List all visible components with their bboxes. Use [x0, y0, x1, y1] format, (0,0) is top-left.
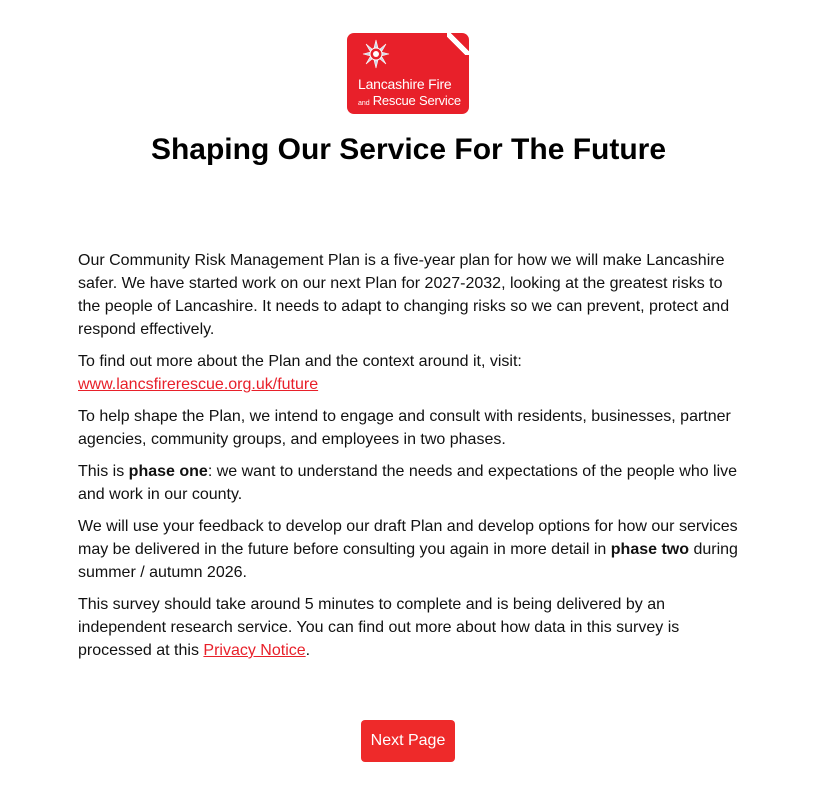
privacy-post: . [305, 642, 311, 659]
intro-paragraph-phase-one [78, 460, 748, 506]
page-title: Shaping Our Service For The Future [150, 133, 667, 166]
logo-text-and: and [358, 100, 370, 107]
phase-one-post: : we want to understand the needs and expectations of the people who live and work in our county. [78, 463, 738, 503]
find-out-more-text: To find out more about the Plan and the context around it, visit: [78, 353, 522, 370]
phase-one-pre: This is [78, 463, 129, 480]
logo-corner-stripe [447, 33, 469, 55]
privacy-notice-link[interactable]: Privacy Notice [203, 642, 306, 659]
intro-content [78, 249, 748, 671]
privacy-pre: This survey should take around 5 minutes to complete and is being delivered by an independent research service. You can find out more about how data in this survey is processed at this [78, 596, 680, 659]
phase-one-bold: phase one [128, 463, 208, 480]
fire-service-crest-icon [362, 39, 390, 69]
intro-paragraph-consult: To help shape the Plan, we intend to engage and consult with residents, businesses, partner agencies, community groups, and employees in two phases. [78, 408, 731, 448]
future-plan-link[interactable]: www.lancsfirerescue.org.uk/future [78, 376, 319, 393]
phase-two-bold: phase two [610, 541, 689, 558]
intro-paragraph-plan: Our Community Risk Management Plan is a five-year plan for how we will make Lancashire safer. We have started work on our next Plan for 2027-2032, looking at the greatest risks to the people of Lancashire. It needs to adapt to changing risks so we can prevent, protect and respond effectively. [78, 252, 730, 338]
phase-two-post: during summer / autumn 2026. [78, 541, 738, 581]
logo-text-rescue-service: Rescue Service [372, 93, 461, 108]
lancashire-fire-logo [347, 33, 469, 114]
next-page-button[interactable]: Next Page [361, 720, 455, 762]
intro-paragraph-find-out-more [78, 350, 748, 396]
intro-paragraph-privacy [78, 593, 748, 662]
phase-two-pre: We will use your feedback to develop our draft Plan and develop options for how our services may be delivered in the future before consulting you again in more detail in [78, 518, 738, 558]
logo-text-line1: Lancashire Fire [358, 76, 452, 92]
intro-paragraph-phase-two [78, 515, 748, 584]
logo-text-line2 [358, 92, 461, 110]
